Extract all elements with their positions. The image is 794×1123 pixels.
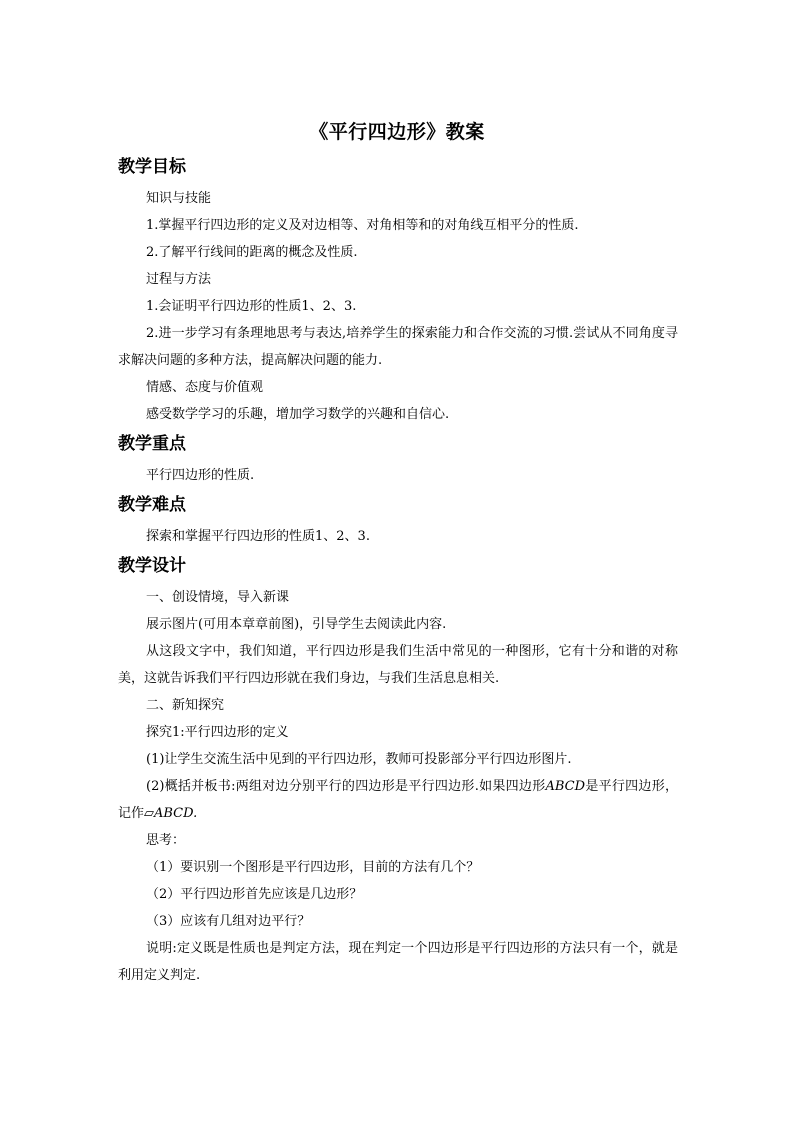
paragraph: 过程与方法 bbox=[146, 272, 212, 287]
paragraph: 展示图片(可用本章章前图)，引导学生去阅读此内容. bbox=[146, 617, 447, 632]
text-span: (2)概括并板书:两组对边分别平行的四边形是平行四边形.如果四边形 bbox=[146, 779, 546, 794]
paragraph: （2）平行四边形首先应该是几边形？ bbox=[146, 887, 363, 902]
paragraph: 说明:定义既是性质也是判定方法，现在判定一个四边形是平行四边形的方法只有一个，就是利用定义判定. bbox=[118, 941, 678, 983]
text-span: 是平行四边形，记作▱ bbox=[118, 779, 678, 821]
math-abcd: ABCD bbox=[545, 779, 586, 794]
section-heading-key-points: 教学重点 bbox=[118, 434, 186, 454]
paragraph: 从这段文字中，我们知道，平行四边形是我们生活中常见的一种图形，它有十分和谐的对称美，这就告诉我们平行四边形就在我们身边，与我们生活息息相关. bbox=[118, 644, 678, 686]
section-heading-difficulties: 教学难点 bbox=[118, 495, 186, 515]
document-title: 《平行四边形》教案 bbox=[309, 121, 485, 143]
paragraph: （3）应该有几组对边平行？ bbox=[146, 914, 311, 929]
paragraph: (1)让学生交流生活中见到的平行四边形，教师可投影部分平行四边形图片. bbox=[146, 752, 572, 767]
paragraph: 平行四边形的性质. bbox=[146, 468, 255, 483]
paragraph: 探索和掌握平行四边形的性质1、2、3. bbox=[146, 529, 370, 544]
section-heading-design: 教学设计 bbox=[118, 556, 186, 576]
paragraph-definition bbox=[118, 773, 678, 827]
paragraph: 二、新知探究 bbox=[146, 698, 225, 713]
paragraph: 思考： bbox=[146, 833, 186, 848]
paragraph: 知识与技能 bbox=[146, 191, 212, 206]
paragraph: （1）要识别一个图形是平行四边形，目前的方法有几个？ bbox=[146, 860, 480, 875]
paragraph: 一、创设情境，导入新课 bbox=[146, 590, 290, 605]
section-heading-objectives: 教学目标 bbox=[118, 157, 186, 177]
document-body bbox=[118, 155, 678, 989]
paragraph: 1.会证明平行四边形的性质1、2、3. bbox=[146, 299, 357, 314]
paragraph: 情感、态度与价值观 bbox=[146, 380, 264, 395]
paragraph: 1.掌握平行四边形的定义及对边相等、对角相等和的对角线互相平分的性质. bbox=[146, 218, 579, 233]
paragraph: 2.进一步学习有条理地思考与表达,培养学生的探索能力和合作交流的习惯.尝试从不同角度寻求解决问题的多种方法，提高解决问题的能力. bbox=[118, 326, 678, 368]
paragraph: 2.了解平行线间的距离的概念及性质. bbox=[146, 245, 358, 260]
paragraph: 探究1:平行四边形的定义 bbox=[146, 725, 289, 740]
paragraph: 感受数学学习的乐趣，增加学习数学的兴趣和自信心. bbox=[146, 407, 450, 422]
math-abcd: ABCD. bbox=[154, 806, 198, 821]
